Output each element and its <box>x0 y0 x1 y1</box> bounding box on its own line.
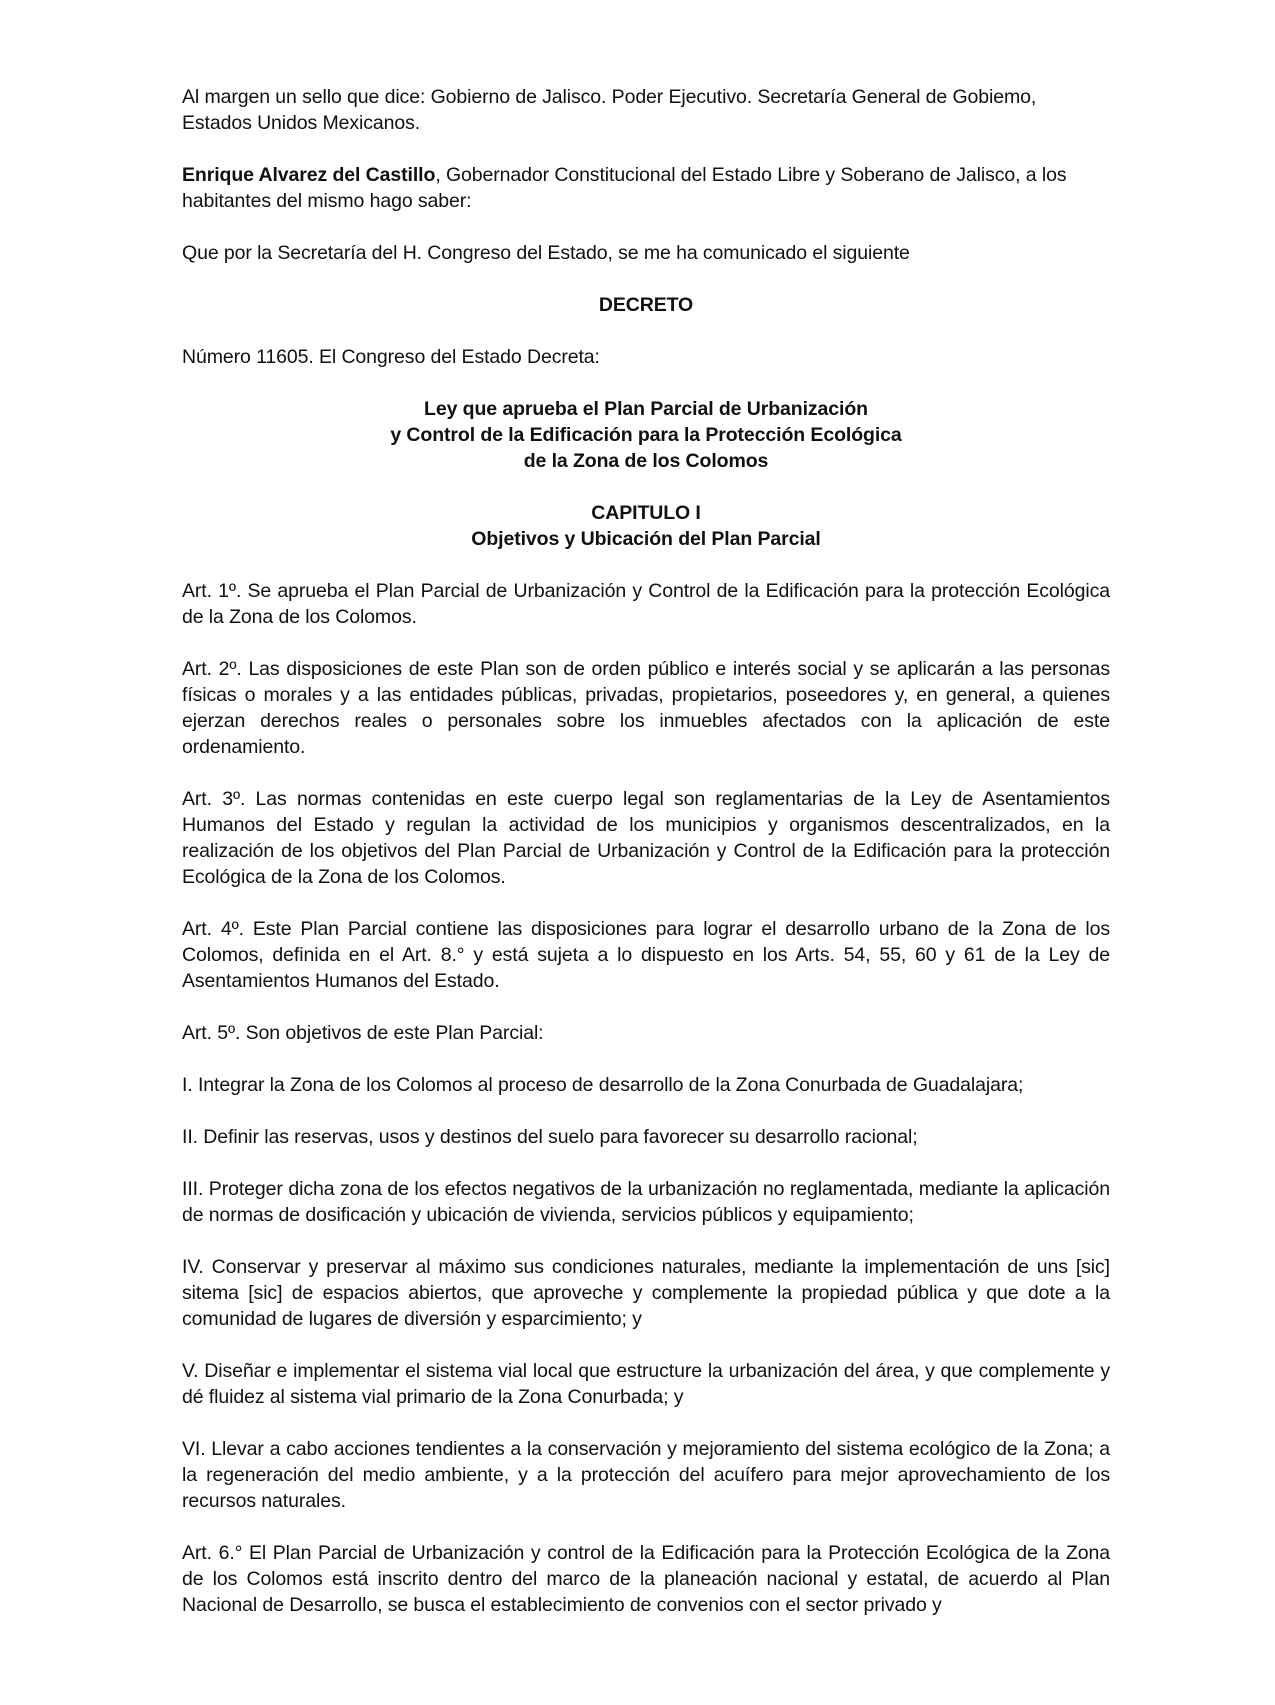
chapter-heading <box>182 500 1110 552</box>
governor-name: Enrique Alvarez del Castillo <box>182 164 436 186</box>
governor-text: , Gobernador Constitucional del Estado Libre y Soberano de Jalisco, a los habitantes del mismo hago saber: <box>182 164 1067 212</box>
law-title <box>182 396 1110 474</box>
article-4: Art. 4º. Este Plan Parcial contiene las disposiciones para lograr el desarrollo urbano de la Zona de los Colomos, definida en el Art. 8.° y está sujeta a lo dispuesto en los Arts. 54, 55, 60 y 61 de la Ley de Asentamientos Humanos del Estado. <box>182 918 1110 992</box>
chapter-number: CAPITULO I <box>591 502 701 524</box>
article-6: Art. 6.° El Plan Parcial de Urbanización y control de la Edificación para la Protección Ecológica de la Zona de los Colomos está inscrito dentro del marco de la planeación nacional y estatal, de acuerdo al Plan Nacional de Desarrollo, se busca el establecimiento de convenios con el sector privado y <box>182 1542 1110 1616</box>
congress-paragraph: Que por la Secretaría del H. Congreso del Estado, se me ha comunicado el siguiente <box>182 242 910 264</box>
objective-iii: III. Proteger dicha zona de los efectos negativos de la urbanización no reglamentada, mediante la aplicación de normas de dosificación y ubicación de vivienda, servicios públicos y equipamiento; <box>182 1178 1110 1226</box>
decreto-heading: DECRETO <box>598 294 694 316</box>
article-2: Art. 2º. Las disposiciones de este Plan son de orden público e interés social y se aplicarán a las personas físicas o morales y a las entidades públicas, privadas, propietarios, poseedores y, en general, a quienes ejerzan derechos reales o personales sobre los inmuebles afectados con la aplicación de este ordenamiento. <box>182 658 1110 758</box>
article-1: Art. 1º. Se aprueba el Plan Parcial de Urbanización y Control de la Edificación para la protección Ecológica de la Zona de los Colomos. <box>182 580 1110 628</box>
objective-vi: VI. Llevar a cabo acciones tendientes a la conservación y mejoramiento del sistema ecológico de la Zona; a la regeneración del medio ambiente, y a la protección del acuífero para mejor aprovechamiento de los recursos naturales. <box>182 1438 1110 1512</box>
law-title-line: Ley que aprueba el Plan Parcial de Urbanización <box>424 398 868 420</box>
seal-paragraph: Al margen un sello que dice: Gobierno de Jalisco. Poder Ejecutivo. Secretaría General de Gobiemo, Estados Unidos Mexicanos. <box>182 86 1037 134</box>
article-3: Art. 3º. Las normas contenidas en este cuerpo legal son reglamentarias de la Ley de Asentamientos Humanos del Estado y regulan la actividad de los municipios y organismos descentralizados, en la realización de los objetivos del Plan Parcial de Urbanización y Control de la Edificación para la protección Ecológica de la Zona de los Colomos. <box>182 788 1110 888</box>
governor-paragraph <box>182 162 1110 214</box>
chapter-title: Objetivos y Ubicación del Plan Parcial <box>471 528 821 550</box>
objective-i: I. Integrar la Zona de los Colomos al proceso de desarrollo de la Zona Conurbada de Guadalajara; <box>182 1074 1024 1096</box>
objective-v: V. Diseñar e implementar el sistema vial local que estructure la urbanización del área, y que complemente y dé fluidez al sistema vial primario de la Zona Conurbada; y <box>182 1360 1110 1408</box>
document-page <box>182 84 1110 1618</box>
decree-number-paragraph: Número 11605. El Congreso del Estado Decreta: <box>182 346 600 368</box>
law-title-line: de la Zona de los Colomos <box>523 450 769 472</box>
article-5: Art. 5º. Son objetivos de este Plan Parcial: <box>182 1022 544 1044</box>
objective-iv: IV. Conservar y preservar al máximo sus condiciones naturales, mediante la implementación de uns [sic] sitema [sic] de espacios abiertos, que aproveche y complemente la propiedad pública y que dote a la comunidad de lugares de diversión y esparcimiento; y <box>182 1256 1110 1330</box>
law-title-line: y Control de la Edificación para la Protección Ecológica <box>390 424 902 446</box>
objective-ii: II. Definir las reservas, usos y destinos del suelo para favorecer su desarrollo racional; <box>182 1126 918 1148</box>
